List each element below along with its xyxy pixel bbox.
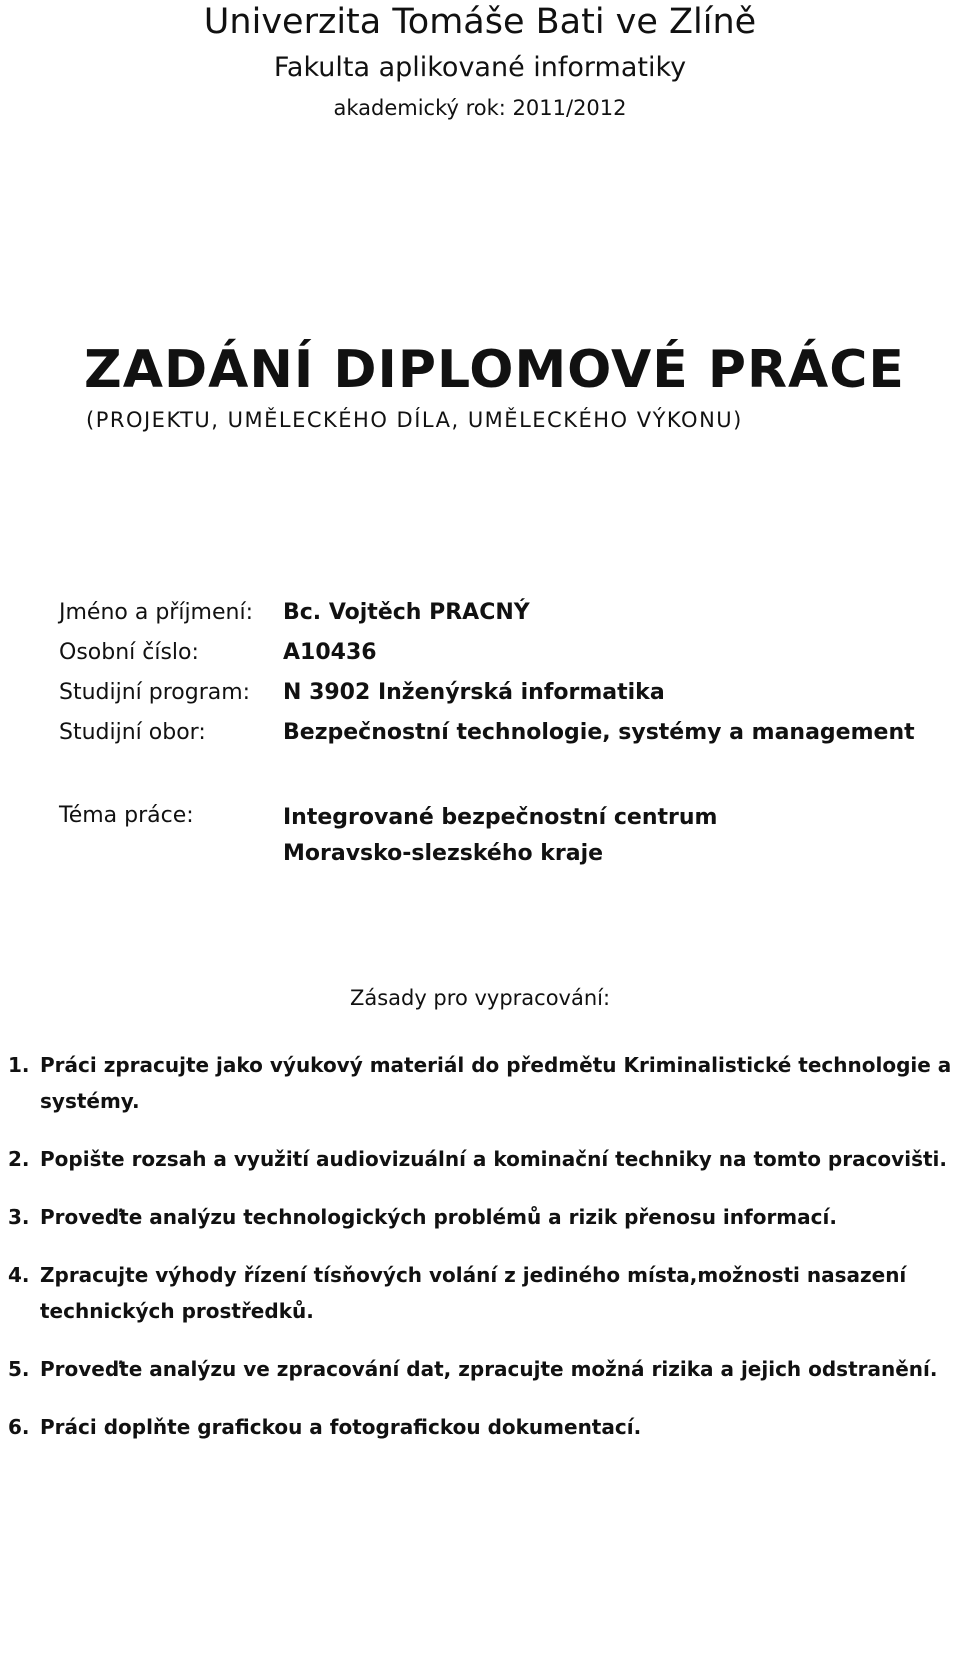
list-item-number: 5. [8, 1357, 30, 1381]
id-value: A10436 [283, 640, 377, 665]
list-item [8, 1257, 953, 1329]
topic-line-2: Moravsko-slezského kraje [283, 841, 604, 866]
program-value: N 3902 Inženýrská informatika [283, 680, 665, 705]
topic-label: Téma práce: [59, 803, 194, 828]
list-item-text: Proveďte analýzu ve zpracování dat, zpracujte možná rizika a jejich odstranění. [40, 1357, 938, 1381]
name-value: Bc. Vojtěch PRACNÝ [283, 600, 530, 625]
academic-year: akademický rok: 2011/2012 [333, 96, 627, 120]
student-info [59, 600, 939, 760]
list-item-text: Práci zpracujte jako výukový materiál do předmětu Kriminalistické technologie a systémy. [40, 1053, 952, 1113]
field-row [59, 720, 939, 760]
list-item-number: 3. [8, 1205, 30, 1229]
principles-list [8, 1047, 953, 1467]
principles-title: Zásady pro vypracování: [349, 986, 611, 1010]
document-title: ZADÁNÍ DIPLOMOVÉ PRÁCE [84, 340, 905, 400]
program-row [59, 680, 939, 720]
topic-value [283, 800, 717, 872]
field-label: Studijní obor: [59, 720, 206, 745]
id-row [59, 640, 939, 680]
field-value: Bezpečnostní technologie, systémy a management [283, 720, 915, 745]
document-subtitle: (PROJEKTU, UMĚLECKÉHO DÍLA, UMĚLECKÉHO VÝKONU) [86, 408, 743, 432]
list-item [8, 1141, 953, 1177]
list-item [8, 1199, 953, 1235]
list-item-text: Zpracujte výhody řízení tísňových volání z jediného místa,možnosti nasazení technických prostředků. [40, 1263, 907, 1323]
name-row [59, 600, 939, 640]
list-item-number: 2. [8, 1147, 30, 1171]
list-item [8, 1047, 953, 1119]
id-label: Osobní číslo: [59, 640, 199, 665]
list-item-text: Proveďte analýzu technologických problémů a rizik přenosu informací. [40, 1205, 837, 1229]
list-item-number: 1. [8, 1053, 30, 1077]
list-item-number: 4. [8, 1263, 30, 1287]
faculty-name: Fakulta aplikované informatiky [273, 52, 687, 83]
topic-line-1: Integrované bezpečnostní centrum [283, 805, 718, 830]
list-item-text: Popište rozsah a využití audiovizuální a kominační techniky na tomto pracovišti. [40, 1147, 947, 1171]
list-item-text: Práci doplňte grafickou a fotografickou dokumentací. [40, 1415, 642, 1439]
name-label: Jméno a příjmení: [59, 600, 253, 625]
list-item [8, 1409, 953, 1445]
university-name: Univerzita Tomáše Bati ve Zlíně [203, 2, 757, 42]
program-label: Studijní program: [59, 680, 251, 705]
list-item [8, 1351, 953, 1387]
list-item-number: 6. [8, 1415, 30, 1439]
